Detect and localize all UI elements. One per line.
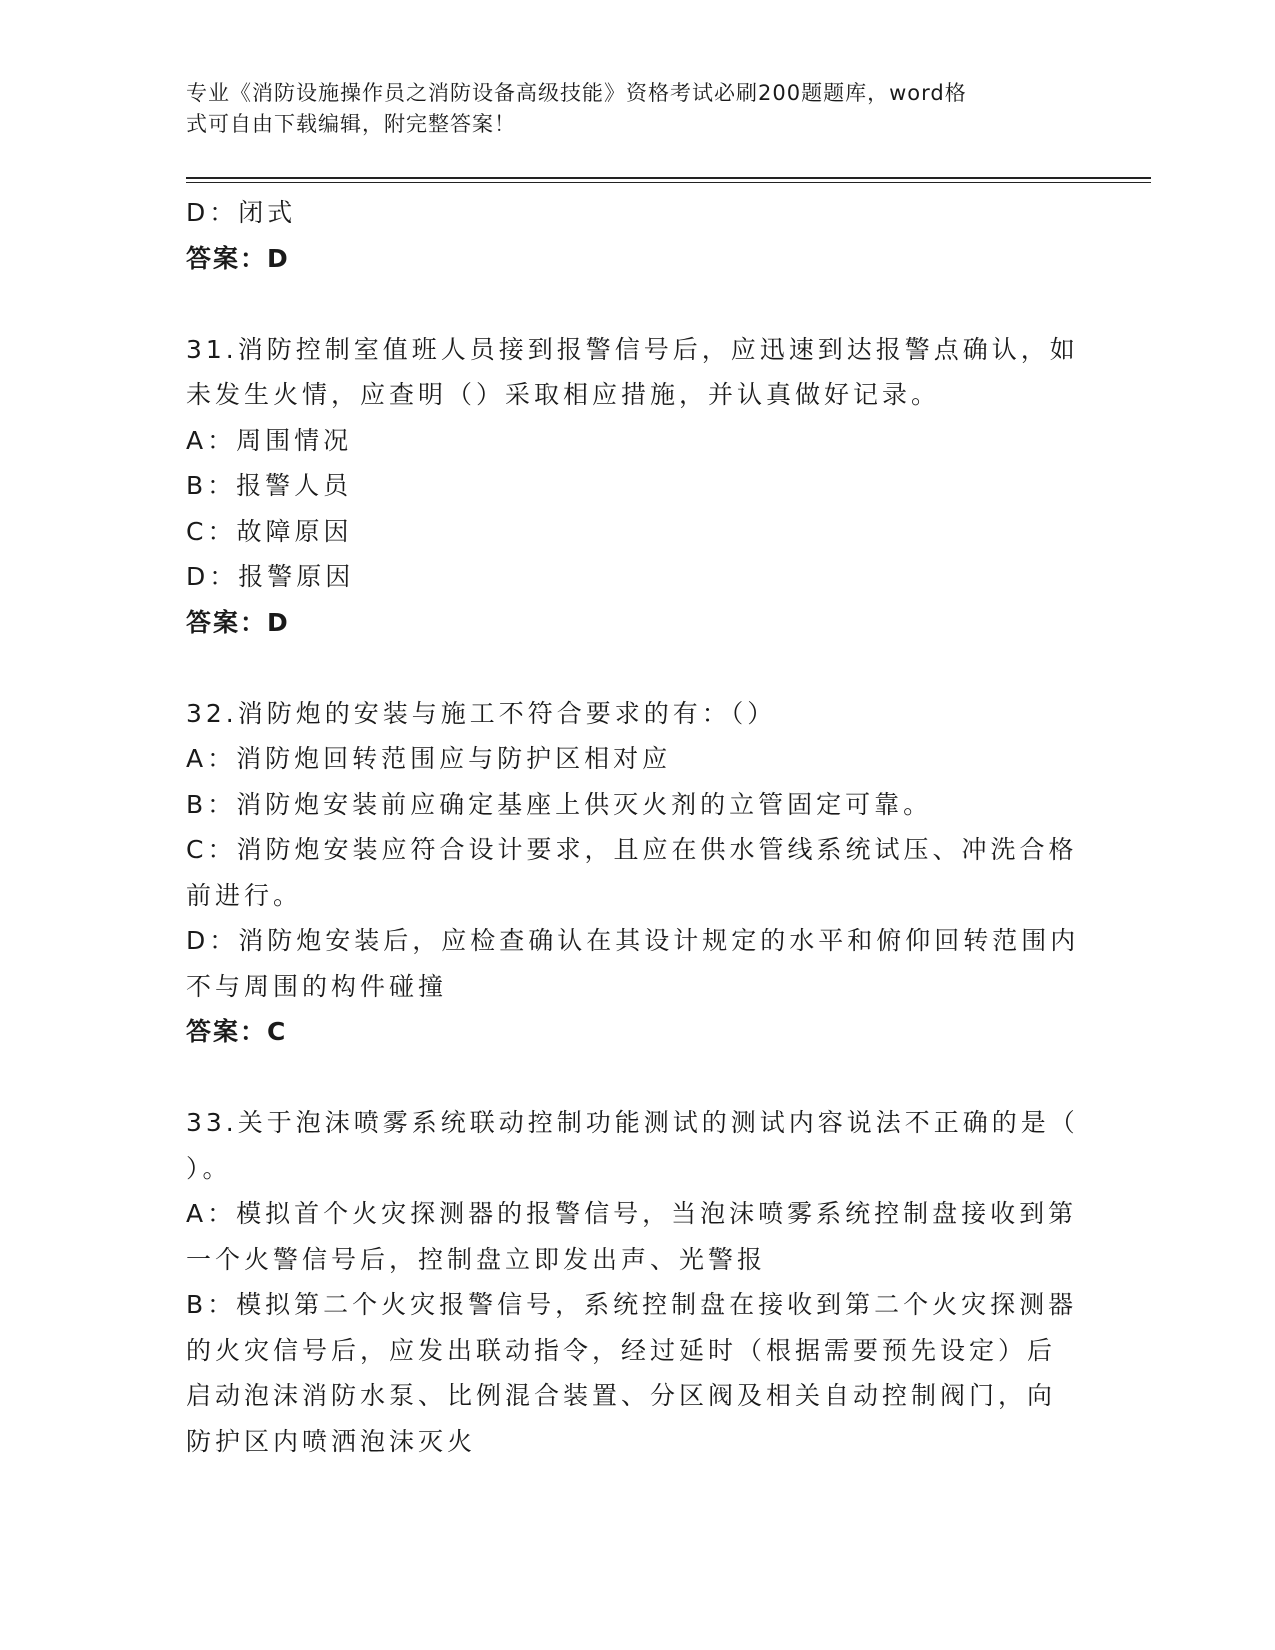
- option-c-cont: 前进行。: [186, 880, 303, 910]
- spacer: [186, 645, 1086, 691]
- option-b-cont: 启动泡沫消防水泵、比例混合装置、分区阀及相关自动控制阀门，向: [186, 1381, 1057, 1410]
- answer-label: 答案：D: [186, 607, 290, 637]
- header-rule-thin: [186, 182, 1151, 183]
- option-d: D：消防炮安装后，应检查确认在其设计规定的水平和俯仰回转范围内: [186, 926, 1080, 955]
- header-title-line-2: 式可自由下载编辑，附完整答案！: [186, 112, 516, 136]
- option-c: C：故障原因: [186, 516, 353, 546]
- option-b-cont: 的火灾信号后，应发出联动指令，经过延时（根据需要预先设定）后: [186, 1335, 1057, 1365]
- answer-label: 答案：D: [186, 243, 290, 273]
- option-b: B：消防炮安装前应确定基座上供灭火剂的立管固定可靠。: [186, 789, 933, 819]
- option-b-cont: 防护区内喷洒泡沫灭火: [186, 1426, 477, 1456]
- option-d-cont: 不与周围的构件碰撞: [186, 971, 448, 1001]
- question-stem: 31.消防控制室值班人员接到报警信号后，应迅速到达报警点确认，如: [186, 334, 1079, 364]
- question-32: [186, 691, 1086, 1055]
- option-a-cont: 一个火警信号后，控制盘立即发出声、光警报: [186, 1244, 767, 1274]
- option-d: D：闭式: [186, 198, 297, 227]
- option-b: B：模拟第二个火灾报警信号，系统控制盘在接收到第二个火灾探测器: [186, 1290, 1078, 1319]
- option-c: C：消防炮安装应符合设计要求，且应在供水管线系统试压、冲洗合格: [186, 835, 1078, 864]
- question-stem: 33.关于泡沫喷雾系统联动控制功能测试的测试内容说法不正确的是（: [186, 1108, 1079, 1137]
- question-content: [186, 190, 1086, 1464]
- page-header: [186, 78, 1066, 140]
- question-stem: 32.消防炮的安装与施工不符合要求的有：（）: [186, 698, 777, 728]
- question-33: [186, 1100, 1086, 1464]
- question-30-tail: [186, 190, 1086, 281]
- option-a: A：周围情况: [186, 425, 353, 455]
- header-rule-thick: [186, 177, 1151, 179]
- question-stem-cont: 未发生火情，应查明（）采取相应措施，并认真做好记录。: [186, 380, 941, 409]
- option-a: A：消防炮回转范围应与防护区相对应: [186, 744, 672, 773]
- answer-label: 答案：C: [186, 1017, 288, 1046]
- question-stem-cont: ）。: [186, 1153, 232, 1183]
- question-31: [186, 327, 1086, 646]
- option-b: B：报警人员: [186, 471, 353, 500]
- header-title-line-1: 专业《消防设施操作员之消防设备高级技能》资格考试必刷200题题库，word格: [186, 81, 967, 105]
- spacer: [186, 281, 1086, 327]
- option-a: A：模拟首个火灾探测器的报警信号，当泡沫喷雾系统控制盘接收到第: [186, 1199, 1078, 1228]
- spacer: [186, 1055, 1086, 1101]
- option-d: D：报警原因: [186, 562, 355, 591]
